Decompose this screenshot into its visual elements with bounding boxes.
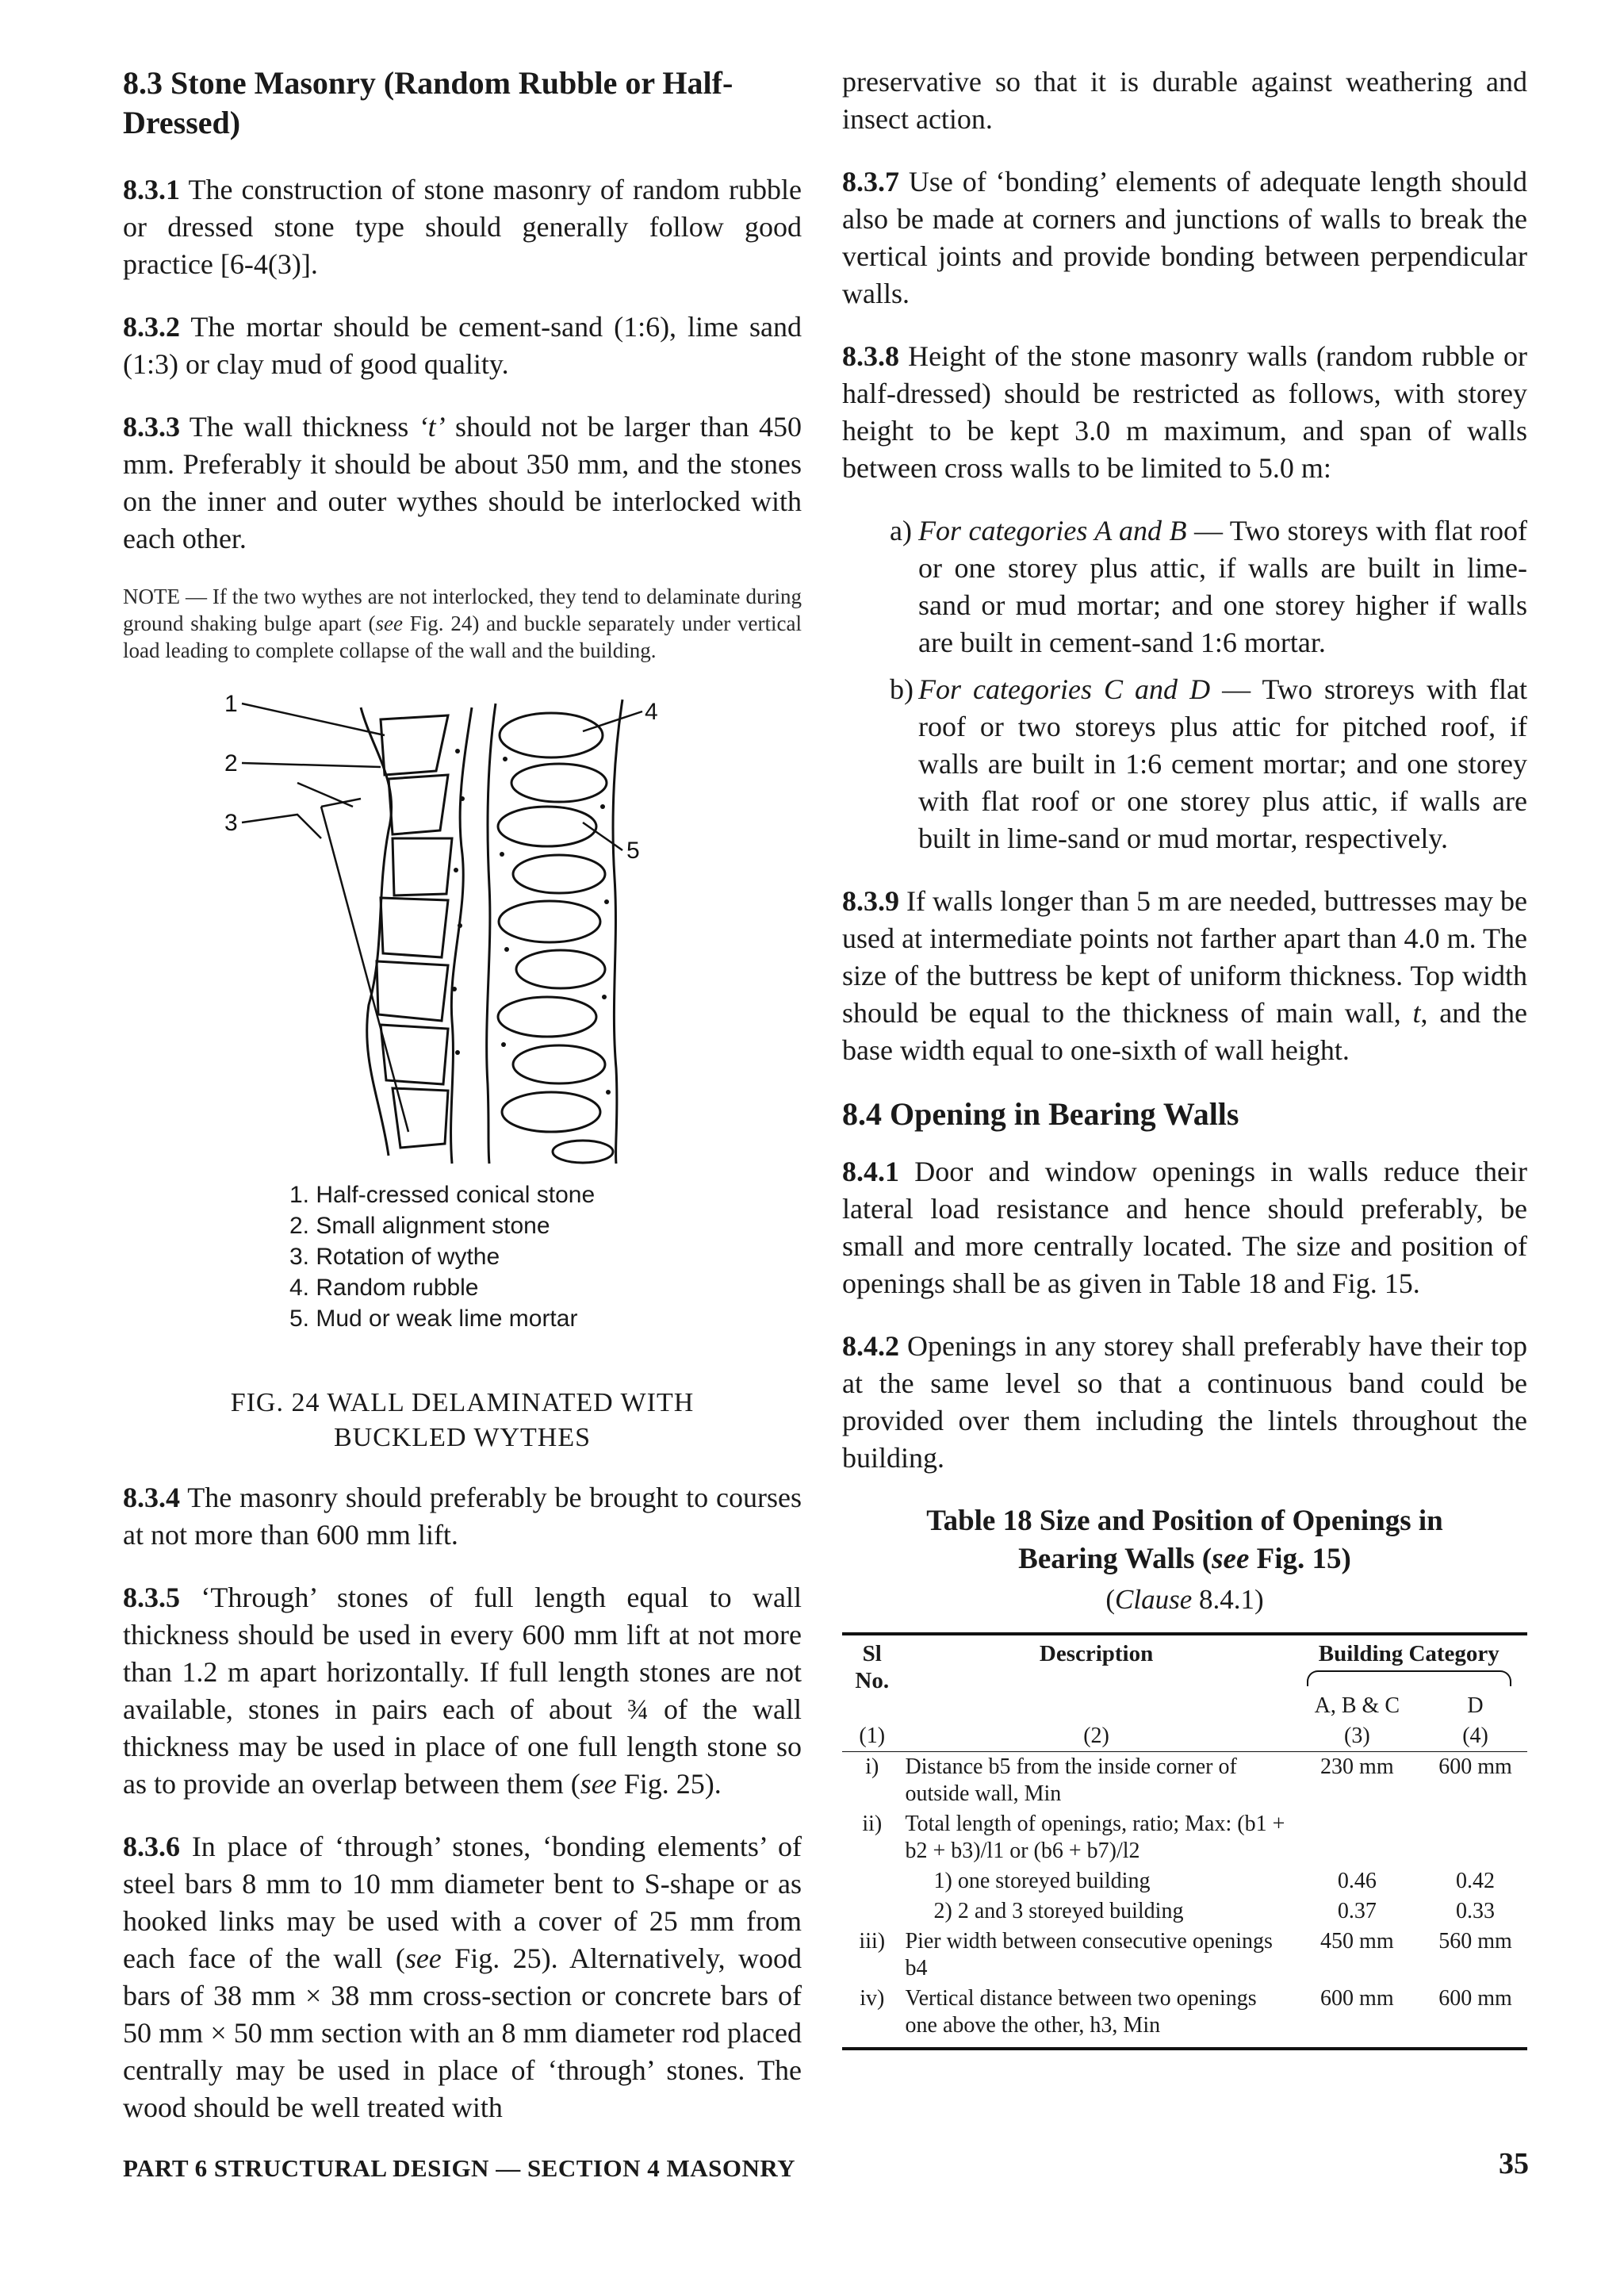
paragraph-8-3-9 bbox=[842, 883, 1527, 1069]
table-title bbox=[842, 1502, 1527, 1578]
figure-24 bbox=[123, 688, 802, 1332]
clause-number: 8.3.4 bbox=[123, 1482, 180, 1513]
running-footer: PART 6 STRUCTURAL DESIGN — SECTION 4 MASONRY bbox=[123, 2154, 796, 2182]
clause-text: ‘Through’ stones of full length equal to wall thickness should be used in every 600 mm lift at not more than 1.2 m apart horizontally. If full length stones are not available, stones in pairs each of about ¾ of the wall thickness may be used in place of one full length stone so as to provide an overlap between them ( bbox=[123, 1582, 802, 1800]
row-value-abc: 600 mm bbox=[1320, 1986, 1394, 2011]
row-value-d: 0.33 bbox=[1456, 1899, 1496, 1923]
note-text: NOTE — If the two wythes are not interlocked, they tend to delaminate during ground shaking bulge apart ( bbox=[123, 585, 802, 635]
list-lead: For categories A and B bbox=[918, 515, 1187, 546]
paragraph-8-3-1 bbox=[123, 171, 802, 283]
list-marker: a) bbox=[890, 515, 912, 546]
row-value-d bbox=[1423, 1809, 1527, 1866]
row-sl: iv) bbox=[860, 1986, 885, 2011]
table-row bbox=[842, 1984, 1527, 2049]
table-row bbox=[842, 1927, 1527, 1984]
see-ref: see bbox=[375, 612, 404, 635]
list-text: — Two storeys with flat roof or one storey plus attic, if walls are built in lime-sand or mud mortar; and one storey higher if walls are built in cement-sand 1:6 mortar. bbox=[918, 515, 1528, 658]
clause-text: , and the base width equal to one-sixth of wall height. bbox=[842, 997, 1527, 1066]
clause-number: 8.4.1 bbox=[842, 1156, 899, 1187]
row-value-abc: 0.46 bbox=[1337, 1869, 1377, 1893]
row-sl: i) bbox=[865, 1754, 879, 1779]
row-description: 2) 2 and 3 storeyed building bbox=[933, 1899, 1184, 1923]
table-column-number-row bbox=[842, 1721, 1527, 1752]
clause-text: Openings in any storey shall preferably have their top at the same level so that a continuous band could be provided over them including the lintels throughout the building. bbox=[842, 1330, 1527, 1474]
table-title-line bbox=[842, 1540, 1527, 1578]
right-column bbox=[842, 63, 1527, 2050]
see-ref: see bbox=[404, 1942, 442, 1974]
clause-text: should not be larger than 450 mm. Preferably it should be about 350 mm, and the stones on the inner and outer wythes should be interlocked with each other. bbox=[123, 411, 802, 554]
section-title-8-3: 8.3 Stone Masonry (Random Rubble or Half-Dressed) bbox=[123, 65, 733, 140]
figure-legend bbox=[289, 1179, 765, 1334]
see-ref: see bbox=[580, 1768, 617, 1800]
table-row bbox=[842, 1809, 1527, 1866]
clause-number: 8.3.7 bbox=[842, 166, 899, 197]
row-value-d: 600 mm bbox=[1438, 1986, 1512, 2011]
list-item-a bbox=[842, 512, 1527, 661]
table-title-line: Table 18 Size and Position of Openings in bbox=[926, 1505, 1443, 1537]
paragraph-8-3-4 bbox=[123, 1479, 802, 1554]
row-value-abc: 230 mm bbox=[1320, 1754, 1394, 1779]
figure-label-1: 1 bbox=[224, 691, 238, 717]
row-value-d: 0.42 bbox=[1456, 1869, 1496, 1893]
list-text: — Two stroreys with flat roof or two storeys plus attic for pitched roof, if walls are built in 1:6 cement mortar; and one storey with flat roof or one storey plus attic, if walls are built in lime-sand or mud mortar, respectively. bbox=[918, 673, 1528, 854]
paragraph-continued: preservative so that it is durable against weathering and insect action. bbox=[842, 66, 1527, 135]
figure-label-3: 3 bbox=[224, 810, 238, 836]
clause-text: Height of the stone masonry walls (random rubble or half-dressed) should be restricted as follows, with storey height to be kept 3.0 m maximum, and span of walls between cross walls to be limited to 5.0 m: bbox=[842, 340, 1527, 484]
see-ref: see bbox=[1212, 1543, 1250, 1575]
table-row bbox=[842, 1752, 1527, 1810]
title-text: Fig. 15) bbox=[1249, 1543, 1351, 1575]
legend-item: 5. Mud or weak lime mortar bbox=[289, 1306, 578, 1332]
row-sl bbox=[842, 1896, 902, 1927]
table-row bbox=[842, 1866, 1527, 1896]
figure-label-5: 5 bbox=[626, 838, 640, 864]
header-building-category bbox=[1291, 1634, 1527, 1691]
clause-text: If walls longer than 5 m are needed, buttresses may be used at intermediate points not farther apart than 4.0 m. The size of the buttress be kept of uniform thickness. Top width should be equal to the thickness of main wall, bbox=[842, 885, 1527, 1029]
list-item-b bbox=[842, 671, 1527, 857]
clause-text: In place of ‘through’ stones, ‘bonding elements’ of steel bars 8 mm to 10 mm diameter bent to S-shape or as hooked links may be used with a cover of 25 mm from each face of the wall ( bbox=[123, 1831, 802, 1974]
clause-text: Fig. 25). bbox=[616, 1768, 722, 1800]
thickness-symbol: t bbox=[1412, 997, 1421, 1029]
col-number: (3) bbox=[1344, 1724, 1370, 1748]
table-header-row bbox=[842, 1634, 1527, 1691]
clause-number: 8.3.8 bbox=[842, 340, 899, 372]
figure-label-2: 2 bbox=[224, 750, 238, 776]
row-sl bbox=[842, 1866, 902, 1896]
row-description: Vertical distance between two openings one above the other, h3, Min bbox=[905, 1986, 1257, 2038]
caption-line: FIG. 24 WALL DELAMINATED WITH bbox=[230, 1388, 695, 1417]
figure-label-4: 4 bbox=[645, 699, 658, 725]
clause-ref: 8.4.1) bbox=[1192, 1584, 1264, 1615]
page-number: 35 bbox=[1499, 2147, 1529, 2180]
clause-text: Fig. 25). Alternatively, wood bars of 38 mm × 38 mm cross-section or concrete bars of 50 mm × 50 mm section with an 8 mm diameter rod placed centrally may be used in place of ‘through’ stones. The wood should be well treated with bbox=[123, 1942, 802, 2123]
clause-number: 8.3.9 bbox=[842, 885, 899, 917]
paragraph-8-3-6 bbox=[123, 1828, 802, 2126]
row-value-d: 600 mm bbox=[1438, 1754, 1512, 1779]
clause-text: Door and window openings in walls reduce their lateral load resistance and hence should preferably, be small and more centrally located. The size and position of openings shall be as given in Table 18 and Fig. 15. bbox=[842, 1156, 1527, 1299]
left-column bbox=[123, 63, 802, 2152]
legend-item: 1. Half-cressed conical stone bbox=[289, 1182, 596, 1208]
clause-number: 8.3.3 bbox=[123, 411, 180, 443]
note-text: Fig. 24) and buckle separately under vertical load leading to complete collapse of the wall and the building. bbox=[123, 612, 802, 662]
row-description: Total length of openings, ratio; Max: (b1 + b2 + b3)/l1 or (b6 + b7)/l2 bbox=[905, 1812, 1285, 1863]
table-clause bbox=[842, 1582, 1527, 1618]
header-description: Description bbox=[1039, 1641, 1154, 1666]
row-sl: iii) bbox=[859, 1929, 886, 1954]
clause-number: 8.3.1 bbox=[123, 174, 180, 205]
clause-word: Clause bbox=[1115, 1584, 1193, 1615]
clause-number: 8.3.5 bbox=[123, 1582, 180, 1613]
row-value-d: 560 mm bbox=[1438, 1929, 1512, 1954]
brace-line bbox=[1307, 1670, 1511, 1686]
title-text: Bearing Walls ( bbox=[1018, 1543, 1212, 1575]
clause-number: 8.4.2 bbox=[842, 1330, 899, 1362]
header-abc: A, B & C bbox=[1314, 1693, 1400, 1718]
table-row bbox=[842, 1896, 1527, 1927]
figure-caption bbox=[123, 1386, 802, 1455]
col-number: (1) bbox=[859, 1724, 886, 1748]
legend-item: 3. Rotation of wythe bbox=[289, 1244, 500, 1270]
row-value-abc: 0.37 bbox=[1337, 1899, 1377, 1923]
paragraph-8-4-2 bbox=[842, 1328, 1527, 1477]
row-value-abc bbox=[1291, 1809, 1423, 1866]
row-sl: ii) bbox=[862, 1812, 883, 1836]
list-marker: b) bbox=[890, 673, 914, 705]
clause-text: Use of ‘bonding’ elements of adequate length should also be made at corners and junctions of walls to break the vertical joints and provide bonding between perpendicular walls. bbox=[842, 166, 1527, 309]
header-d: D bbox=[1467, 1693, 1484, 1718]
paragraph-8-3-2 bbox=[123, 309, 802, 383]
row-description: Distance b5 from the inside corner of outside wall, Min bbox=[905, 1754, 1237, 1806]
legend-item: 2. Small alignment stone bbox=[289, 1213, 550, 1239]
caption-line: BUCKLED WYTHES bbox=[333, 1423, 592, 1452]
clause-number: 8.3.6 bbox=[123, 1831, 180, 1862]
paragraph-8-3-5 bbox=[123, 1579, 802, 1803]
row-description: 1) one storeyed building bbox=[933, 1869, 1151, 1893]
col-number: (2) bbox=[1083, 1724, 1109, 1748]
clause-text: The masonry should preferably be brought to courses at not more than 600 mm lift. bbox=[123, 1482, 802, 1551]
paragraph-8-3-7 bbox=[842, 163, 1527, 313]
list-lead: For categories C and D bbox=[918, 673, 1211, 705]
legend-item: 4. Random rubble bbox=[289, 1275, 479, 1301]
paragraph-8-3-8 bbox=[842, 338, 1527, 487]
row-value-abc: 450 mm bbox=[1320, 1929, 1394, 1954]
col-number: (4) bbox=[1462, 1724, 1488, 1748]
header-sl: Sl No. bbox=[855, 1641, 890, 1693]
clause-paren: ( bbox=[1105, 1584, 1115, 1615]
table-18 bbox=[842, 1632, 1527, 2050]
clause-text: The wall thickness bbox=[180, 411, 419, 443]
clause-number: 8.3.2 bbox=[123, 311, 180, 343]
clause-text: The construction of stone masonry of random rubble or dressed stone type should generally follow good practice [6-4(3)]. bbox=[123, 174, 802, 280]
note bbox=[123, 583, 802, 664]
paragraph-8-4-1 bbox=[842, 1153, 1527, 1302]
clause-text: The mortar should be cement-sand (1:6), lime sand (1:3) or clay mud of good quality. bbox=[123, 311, 802, 380]
thickness-symbol: ‘t’ bbox=[418, 411, 446, 443]
wall-delamination-drawing bbox=[210, 688, 658, 1171]
paragraph-8-3-3 bbox=[123, 408, 802, 558]
category-label: Building Category bbox=[1318, 1641, 1500, 1666]
row-description: Pier width between consecutive openings b4 bbox=[905, 1929, 1273, 1980]
section-title-8-4: 8.4 Opening in Bearing Walls bbox=[842, 1096, 1239, 1132]
